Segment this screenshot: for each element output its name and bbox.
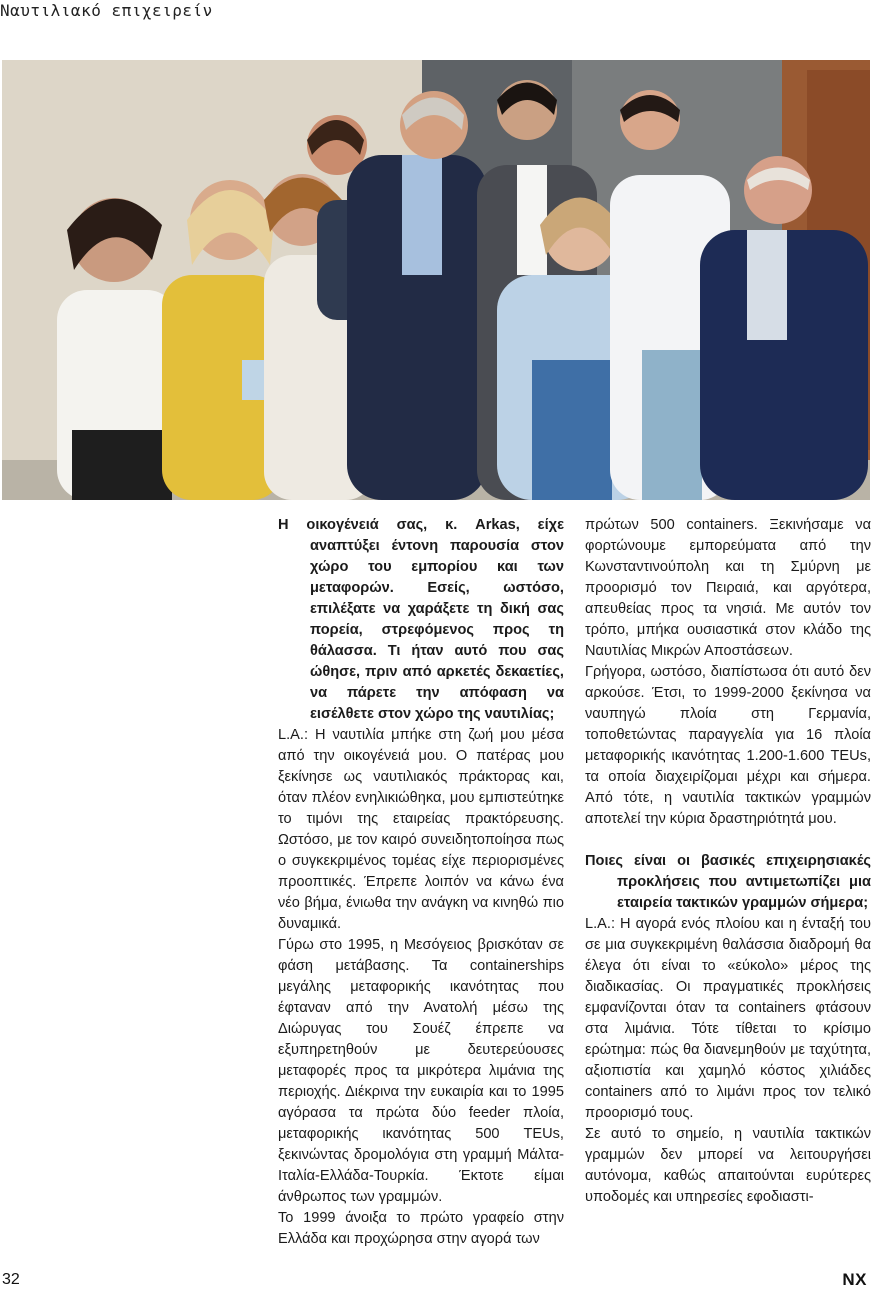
interview-question-1: Η οικογένειά σας, κ. Arkas, είχε αναπτύξει έντονη παρουσία στον χώρο του εμπορίου και των μεταφορών. Εσείς, ωστόσο, επιλέξατε να χαράξετε τη δική σας πορεία, στρεφόμενος προς τη θάλασσα. Τι ήταν αυτό που σας ώθησε, πριν από αρκετές δεκαετίες, να πάρετε την απόφαση να εισέλθετε στον χώρο της ναυτιλίας; xyxy=(278,517,564,722)
brand-logo: NX xyxy=(842,1270,867,1289)
answer-1-paragraph-3-start: Το 1999 άνοιξα το πρώτο γραφείο στην Ελλάδα και προχώρησα στην αγορά των xyxy=(278,1210,564,1247)
answer-2-paragraph-2: Σε αυτό το σημείο, η ναυτιλία τακτικών γραμμών δεν μπορεί να λειτουργήσει αυτόνομα, καθώς απαιτούνται ευρύτερες υποδομές και υπηρεσίες εφοδιαστι- xyxy=(585,1126,871,1205)
page-number: 32 xyxy=(2,1271,20,1288)
answer-1-paragraph-3-cont: πρώτων 500 containers. Ξεκινήσαμε να φορτώνουμε εμπορεύματα από την Κωνσταντινούπολη και τη Σμύρνη με προορισμό τον Πειραιά, και αργότερα, απευθείας προς τα νησιά. Με αυτόν τον τρόπο, μπήκα ουσιαστικά στον κλάδο της Ναυτιλίας Μικρών Αποστάσεων. xyxy=(585,517,871,659)
section-title: Ναυτιλιακό επιχειρείν xyxy=(0,1,213,20)
answer-1-paragraph-1: L.A.: Η ναυτιλία μπήκε στη ζωή μου μέσα από την οικογένειά μου. Ο πατέρας μου ξεκίνησε ως ναυτιλιακός πράκτορας και, όταν πλέον ενηλικιώθηκα, μου εμπιστεύτηκε το τιμόνι της εταιρείας πρακτόρευσης. Ωστόσο, με τον καιρό συνειδητοποίησα πως ο συγκεκριμένος τομέας είχε περιορισμένες προοπτικές. Έπρεπε λοιπόν να κάνω ένα νέο βήμα, ένιωθα την ανάγκη να κινηθώ πιο δυναμικά. xyxy=(278,727,564,932)
answer-1-paragraph-2: Γύρω στο 1995, η Μεσόγειος βρισκόταν σε φάση μετάβασης. Τα containerships μεγάλης μεταφορικής ικανότητας που έφταναν από την Ανατολή μέσω της Διώρυγας του Σουέζ έπρεπε να εξυπηρετηθούν με δευτερεύουσες μεταφορές προς τα μικρότερα λιμάνια της περιοχής. Διέκρινα την ευκαιρία και το 1995 αγόρασα τα πρώτα δύο feeder πλοία, μεταφορικής ικανότητας 500 TEUs, ξεκινώντας δρομολόγια στη γραμμή Μάλτα-Ιταλία-Ελλάδα-Τουρκία. Έκτοτε είμαι άνθρωπος των γραμμών. xyxy=(278,937,564,1205)
answer-1-paragraph-4: Γρήγορα, ωστόσο, διαπίστωσα ότι αυτό δεν αρκούσε. Έτσι, το 1999-2000 ξεκίνησα να ναυπηγώ πλοία στη Γερμανία, τοποθετώντας παραγγελία για 16 πλοία μεταφορικής ικανότητας 1.200-1.600 TEUs, τα οποία διαχειρίζομαι μέχρι και σήμερα. Από τότε, η ναυτιλία τακτικών γραμμών αποτελεί την κύρια δραστηριότητά μου. xyxy=(585,664,871,827)
interview-question-2: Ποιες είναι οι βασικές επιχειρησιακές προκλήσεις που αντιμετωπίζει μια εταιρεία τακτικών γραμμών σήμερα; xyxy=(585,853,871,911)
article-column-left xyxy=(278,515,564,1250)
answer-2-paragraph-1: L.A.: Η αγορά ενός πλοίου και η ένταξή του σε μια συγκεκριμένη θαλάσσια διαδρομή θα έλεγα ότι είναι το «εύκολο» μέρος της διαδικασίας. Οι πραγματικές προκλήσεις εμφανίζονται όταν τα containers φτάσουν στα λιμάνια. Τότε τίθεται το κρίσιμο ερώτημα: πώς θα διανεμηθούν με ταχύτητα, αξιοπιστία και χαμηλό κόστος χιλιάδες containers από το λιμάνι προς τον τελικό προορισμό τους. xyxy=(585,916,871,1121)
group-photo xyxy=(2,60,870,500)
article-column-right xyxy=(585,515,871,1208)
